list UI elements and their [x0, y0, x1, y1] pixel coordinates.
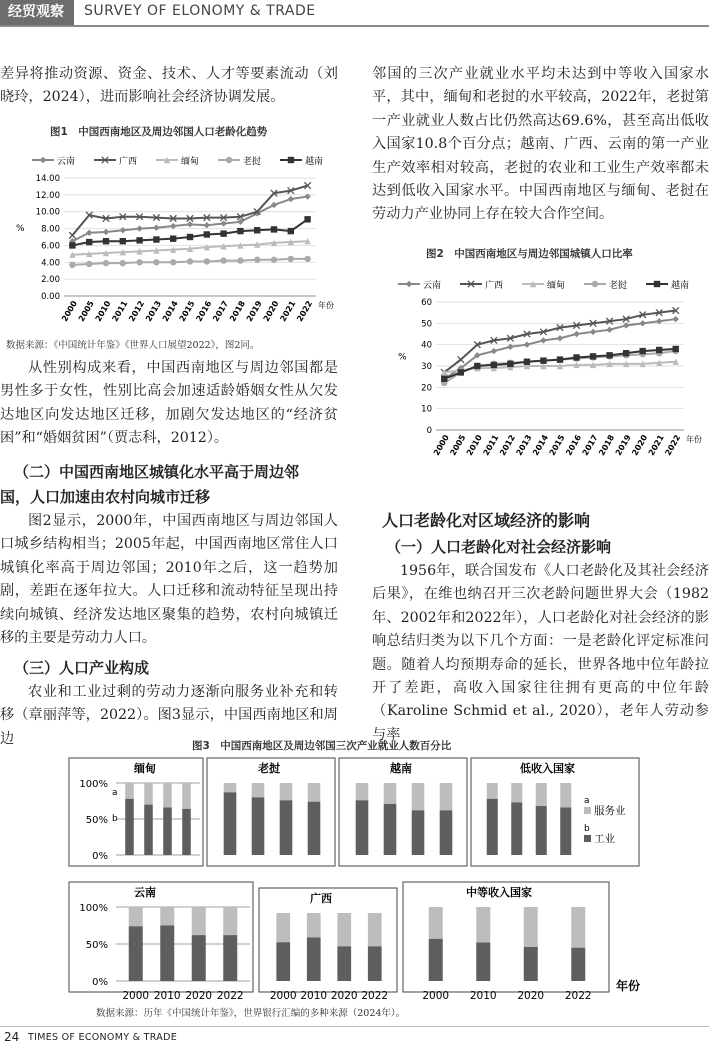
bar-service: [571, 907, 585, 948]
data-point: [524, 359, 530, 365]
y-tick-label: 10: [421, 404, 432, 415]
bar-industry: [511, 802, 522, 855]
x-tick-label: 2021: [646, 433, 666, 458]
data-point: [136, 225, 142, 231]
data-point: [254, 257, 260, 263]
data-point: [606, 327, 612, 333]
legend-label: 云南: [57, 157, 76, 167]
footer-divider: [0, 1026, 709, 1027]
bar-industry: [571, 948, 585, 981]
data-point: [623, 350, 629, 356]
legend-label: 云南: [423, 281, 442, 291]
bar-industry: [163, 807, 172, 855]
y-tick-label: 10.00: [35, 207, 60, 218]
data-point: [136, 237, 142, 243]
x-tick-label: 2015: [547, 433, 567, 458]
panel-title: 中等收入国家: [466, 886, 532, 899]
y-tick-label: 0: [426, 426, 432, 436]
bar-industry: [440, 810, 453, 855]
x-tick-label: 2017: [211, 299, 231, 324]
data-point: [673, 346, 679, 352]
x-tick-label: 2005: [76, 299, 96, 324]
y-tick-label: 12.00: [35, 190, 60, 201]
bar-industry: [429, 939, 443, 981]
x-tick-label: 2000: [422, 990, 450, 1000]
bar-service: [511, 783, 522, 802]
legend-label: 越南: [305, 157, 324, 167]
bar-service: [224, 783, 237, 792]
legend-marker: [226, 157, 232, 163]
data-point: [590, 353, 596, 359]
y-tick-label: 8.00: [41, 224, 60, 235]
x-axis-unit: 年份: [318, 301, 334, 310]
y-tick-label: 0%: [92, 851, 108, 862]
bar-industry: [356, 800, 369, 855]
panel-广西: [259, 888, 397, 992]
y-tick-label: 4.00: [41, 258, 60, 269]
data-point: [507, 361, 513, 367]
x-tick-label: 2010: [153, 990, 181, 1000]
journal-title: SURVEY OF ELONOMY & TRADE: [84, 3, 316, 19]
left-heading-2a: （二）中国西南地区城镇化水平高于周边邻: [14, 463, 300, 481]
x-tick-label: 2020: [185, 990, 213, 1000]
legend-key-b: b: [584, 824, 590, 834]
data-point: [304, 216, 310, 222]
x-tick-label: 2013: [514, 433, 534, 458]
x-tick-label: 2022: [663, 433, 683, 458]
bar-service: [144, 783, 153, 805]
data-point: [69, 232, 75, 238]
data-point: [187, 234, 193, 240]
legend-label: 缅甸: [547, 281, 566, 291]
bar-industry: [536, 806, 547, 855]
data-point: [136, 259, 142, 265]
fig2-caption: 图2 中国西南地区与周边邻国城镇人口比率: [426, 248, 633, 260]
bar-industry: [368, 946, 382, 981]
right-paragraph-1: 1956年，联合国发布《人口老龄化及其社会经济后果》，在维也纳召开三次老龄问题世界大会（1982年、2002年和2022年），人口老龄化对社会经济的影响总结归类为以下几个方面：一是老龄化评定标准问题。随着人均预期寿命的延长，世界各地中位年龄拉开了差距，高收入国家往往拥有更高的中位年龄（Karoline Schmid et al., 2020），老年人劳动参与率: [372, 563, 709, 743]
x-tick-label: 2018: [228, 299, 247, 324]
bar-service: [192, 907, 206, 935]
x-tick-label: 2020: [630, 433, 650, 458]
bar-industry: [144, 805, 153, 855]
data-point: [441, 376, 447, 382]
legend-marker: [592, 281, 598, 287]
x-tick-label: 2011: [481, 433, 501, 458]
bar-key-b: b: [112, 814, 118, 824]
x-tick-label: 2000: [431, 433, 451, 458]
header-divider: [0, 25, 709, 27]
data-point: [187, 221, 193, 227]
bar-service: [182, 783, 191, 809]
data-point: [288, 228, 294, 234]
data-point: [86, 239, 92, 245]
legend-label: 老挝: [609, 281, 628, 291]
panel-缅甸: [69, 758, 203, 866]
bar-service: [307, 913, 321, 937]
chart-legend: [398, 279, 689, 291]
x-tick-label: 2000: [122, 990, 150, 1000]
data-point: [69, 262, 75, 268]
bar-service: [129, 907, 143, 926]
data-point: [491, 348, 497, 354]
y-tick-label: 60: [421, 298, 432, 308]
y-tick-label: 40: [421, 340, 432, 351]
data-point: [204, 231, 210, 237]
panel-title: 越南: [390, 762, 412, 775]
page-number: 24: [4, 1030, 20, 1044]
data-point: [69, 242, 75, 248]
bar-service: [487, 783, 498, 799]
right-heading-1: （一）人口老龄化对社会经济影响: [386, 538, 612, 556]
fig3-chart: [68, 757, 650, 1000]
bar-industry: [487, 799, 498, 855]
x-tick-label: 2019: [244, 299, 264, 324]
footer-title: TIMES OF ECONOMY & TRADE: [28, 1032, 177, 1043]
panel-title: 老挝: [258, 762, 280, 775]
bar-industry: [280, 800, 293, 855]
fig3-source: 数据来源：历年《中国统计年鉴》，世界银行汇编的多种来源（2024年）。: [96, 1008, 406, 1019]
data-point: [170, 259, 176, 265]
data-point: [656, 347, 662, 353]
y-tick-label: 14.00: [35, 174, 60, 184]
bar-industry: [308, 802, 321, 855]
data-point: [153, 259, 159, 265]
y-tick-label: 30: [421, 362, 432, 372]
legend-label: 缅甸: [181, 157, 200, 167]
series-老挝: [69, 256, 311, 268]
fig1-chart: [0, 148, 338, 333]
bar-service: [223, 907, 237, 935]
legend-swatch-industry: [584, 835, 591, 842]
data-point: [86, 261, 92, 267]
data-point: [204, 222, 210, 228]
bar-service: [252, 783, 265, 797]
data-point: [573, 354, 579, 360]
fig3-caption: 图3 中国西南地区及周边邻国三次产业就业人数百分比: [192, 740, 452, 752]
y-axis-label: %: [398, 352, 407, 363]
data-point: [458, 369, 464, 375]
x-tick-label: 2000: [269, 990, 297, 1000]
data-point: [271, 226, 277, 232]
bar-service: [476, 907, 490, 943]
bar-industry: [129, 926, 143, 981]
bar-industry: [524, 947, 538, 981]
legend-label: 广西: [485, 281, 504, 291]
y-tick-label: 2.00: [41, 275, 60, 286]
data-point: [606, 352, 612, 358]
x-axis-unit: 年份: [686, 435, 702, 444]
panel-title: 云南: [134, 886, 156, 899]
y-tick-label: 50%: [85, 815, 108, 826]
legend-label: 越南: [671, 281, 690, 291]
data-point: [220, 220, 226, 226]
x-tick-label: 2020: [517, 990, 545, 1000]
legend-label-service: 服务业: [594, 805, 626, 817]
bar-service: [163, 783, 172, 807]
right-paragraph-0: 邻国的三次产业就业水平均未达到中等收入国家水平，其中，缅甸和老挝的水平较高，2022年，老挝第一产业就业人数占比仍然高达69.6%，甚至高出低收入国家10.8个百分点；越南、广西、云南的第一产业生产效率相对较高，老挝的农业和工业生产效率都未达到低收入国家水平。中国西南地区与缅甸、老挝在劳动力产业协同上存在较大合作空间。: [372, 66, 709, 223]
data-point: [153, 236, 159, 242]
y-tick-label: 100%: [79, 903, 108, 914]
x-tick-label: 2011: [110, 299, 130, 324]
bar-industry: [412, 810, 425, 855]
x-tick-label: 2010: [464, 433, 484, 458]
y-tick-label: 20: [421, 383, 432, 394]
x-tick-label: 2022: [361, 990, 389, 1000]
x-tick-label: 2000: [60, 299, 79, 324]
x-tick-label: 2022: [564, 990, 592, 1000]
x-tick-label: 2020: [330, 990, 358, 1000]
x-tick-label: 2012: [498, 433, 517, 458]
legend-marker: [654, 281, 660, 287]
left-paragraph-0: 差异将推动资源、资金、技术、人才等要素流动（刘晓玲，2024），进而影响社会经济协调发展。: [0, 66, 338, 106]
legend-label: 广西: [119, 157, 138, 167]
left-heading-3: （三）人口产业构成: [14, 659, 150, 677]
legend-marker: [406, 281, 412, 287]
x-tick-label: 2014: [160, 299, 180, 324]
x-tick-label: 2010: [93, 299, 113, 324]
bar-service: [276, 913, 290, 942]
x-tick-label: 2012: [127, 299, 147, 324]
legend-label: 老挝: [243, 157, 262, 167]
data-point: [474, 363, 480, 369]
column-tag: 经贸观察: [0, 0, 74, 25]
data-point: [220, 230, 226, 236]
bar-key-a: a: [112, 788, 118, 798]
left-paragraph-1: 从性别构成来看，中国西南地区与周边邻国都是男性多于女性，性别比高会加速适龄婚姻女性从欠发达地区向发达地区迁移，加剧欠发达地区的“经济贫困”和“婚姻贫困”（贾志科，2012）。: [0, 360, 338, 447]
panel-云南: [69, 882, 253, 992]
data-point: [458, 356, 464, 362]
data-point: [557, 335, 563, 341]
legend-marker: [40, 157, 46, 163]
data-point: [288, 256, 294, 262]
bar-industry: [276, 942, 290, 981]
data-point: [557, 356, 563, 362]
bar-industry: [182, 809, 191, 855]
data-point: [304, 256, 310, 262]
panel-低收入国家: [471, 758, 639, 866]
panel-越南: [339, 758, 467, 866]
bar-industry: [224, 792, 237, 855]
panel-老挝: [207, 758, 335, 866]
left-paragraph-2: 图2显示，2000年，中国西南地区与周边邻国人口城乡结构相当；2005年起，中国西南地区常住人口城镇化率高于周边邻国；2010年之后，这一趋势加剧，差距在逐年拉大。人口迁移和流动特征呈现出持续向城镇、经济发达地区聚集的趋势，农村向城镇迁移的主要是劳动力人口。: [0, 513, 338, 647]
x-tick-label: 2017: [580, 433, 600, 458]
bar-service: [440, 783, 453, 810]
y-axis-label: %: [16, 224, 25, 235]
bar-service: [412, 783, 425, 810]
legend-label-industry: 工业: [594, 833, 615, 845]
data-point: [639, 320, 645, 326]
data-point: [153, 225, 159, 231]
x-tick-label: 2005: [448, 433, 468, 458]
bar-industry: [252, 797, 265, 855]
y-tick-label: 6.00: [41, 241, 60, 252]
data-point: [120, 260, 126, 266]
bar-industry: [223, 935, 237, 981]
bar-service: [524, 907, 538, 947]
data-point: [524, 341, 530, 347]
bar-service: [308, 783, 321, 802]
x-tick-label: 2010: [469, 990, 497, 1000]
bar-service: [536, 783, 547, 806]
data-point: [120, 238, 126, 244]
x-tick-label: 2021: [278, 299, 298, 324]
bar-industry: [337, 946, 351, 981]
x-tick-label: 2019: [613, 433, 633, 458]
fig1-source: 数据来源：《中国统计年鉴》《世界人口展望2022》，图2同。: [6, 340, 260, 351]
bar-service: [384, 783, 397, 804]
data-point: [673, 316, 679, 322]
bar-industry: [307, 937, 321, 981]
panel-title: 低收入国家: [520, 762, 575, 775]
bar-service: [560, 783, 571, 807]
y-tick-label: 0%: [92, 977, 108, 988]
x-tick-label: 2014: [531, 433, 551, 458]
page-header: [0, 0, 709, 26]
data-point: [170, 235, 176, 241]
data-point: [288, 196, 294, 202]
data-point: [540, 357, 546, 363]
y-tick-label: 50%: [85, 940, 108, 951]
y-tick-label: 0.00: [41, 292, 60, 302]
x-tick-label: 2010: [300, 990, 328, 1000]
panel-中等收入国家: [403, 882, 609, 992]
x-tick-label: 2022: [295, 299, 315, 324]
x-tick-label: 2016: [564, 433, 584, 458]
bar-service: [280, 783, 293, 800]
bar-industry: [560, 807, 571, 855]
data-point: [237, 228, 243, 234]
x-tick-label: 2016: [194, 299, 214, 324]
data-point: [220, 257, 226, 263]
data-point: [103, 229, 109, 235]
data-point: [590, 329, 596, 335]
x-tick-label: 2018: [597, 433, 617, 458]
legend-swatch-service: [584, 807, 591, 814]
data-point: [540, 337, 546, 343]
data-point: [120, 227, 126, 233]
x-tick-label: 2015: [177, 299, 197, 324]
bar-service: [337, 913, 351, 946]
bar-industry: [384, 804, 397, 855]
bar-industry: [476, 943, 490, 981]
data-point: [491, 362, 497, 368]
data-point: [254, 227, 260, 233]
legend-marker: [288, 157, 294, 163]
data-point: [639, 348, 645, 354]
data-point: [573, 331, 579, 337]
bar-service: [368, 913, 382, 946]
bar-industry: [192, 935, 206, 981]
data-point: [271, 257, 277, 263]
bar-service: [429, 907, 443, 939]
data-point: [204, 258, 210, 264]
section-title: 人口老龄化对区域经济的影响: [382, 511, 591, 530]
bar-industry: [160, 926, 174, 982]
bar-service: [356, 783, 369, 800]
x-tick-label: 2020: [261, 299, 281, 324]
data-point: [237, 257, 243, 263]
bar-service: [125, 783, 134, 799]
chart-legend: [32, 155, 323, 167]
bar-service: [160, 907, 174, 926]
fig2-chart: [372, 270, 709, 465]
x-tick-label: 2013: [144, 299, 163, 324]
data-point: [187, 258, 193, 264]
data-point: [304, 193, 310, 199]
x-axis-unit: 年份: [616, 979, 641, 993]
x-tick-label: 2022: [216, 990, 244, 1000]
panel-title: 缅甸: [134, 762, 156, 775]
fig1-caption: 图1 中国西南地区及周边邻国人口老龄化趋势: [50, 126, 268, 138]
legend-key-a: a: [584, 796, 590, 806]
data-point: [103, 238, 109, 244]
left-paragraph-3: 农业和工业过剩的劳动力逐渐向服务业补充和转移（章丽萍等，2022）。图3显示，中国西南地区和周边: [0, 684, 338, 747]
bar-industry: [125, 799, 134, 855]
y-tick-label: 50: [421, 319, 432, 330]
data-point: [103, 260, 109, 266]
left-heading-2b: 国，人口加速由农村向城市迁移: [0, 488, 211, 506]
y-tick-label: 100%: [79, 779, 108, 790]
panel-title: 广西: [310, 892, 332, 905]
